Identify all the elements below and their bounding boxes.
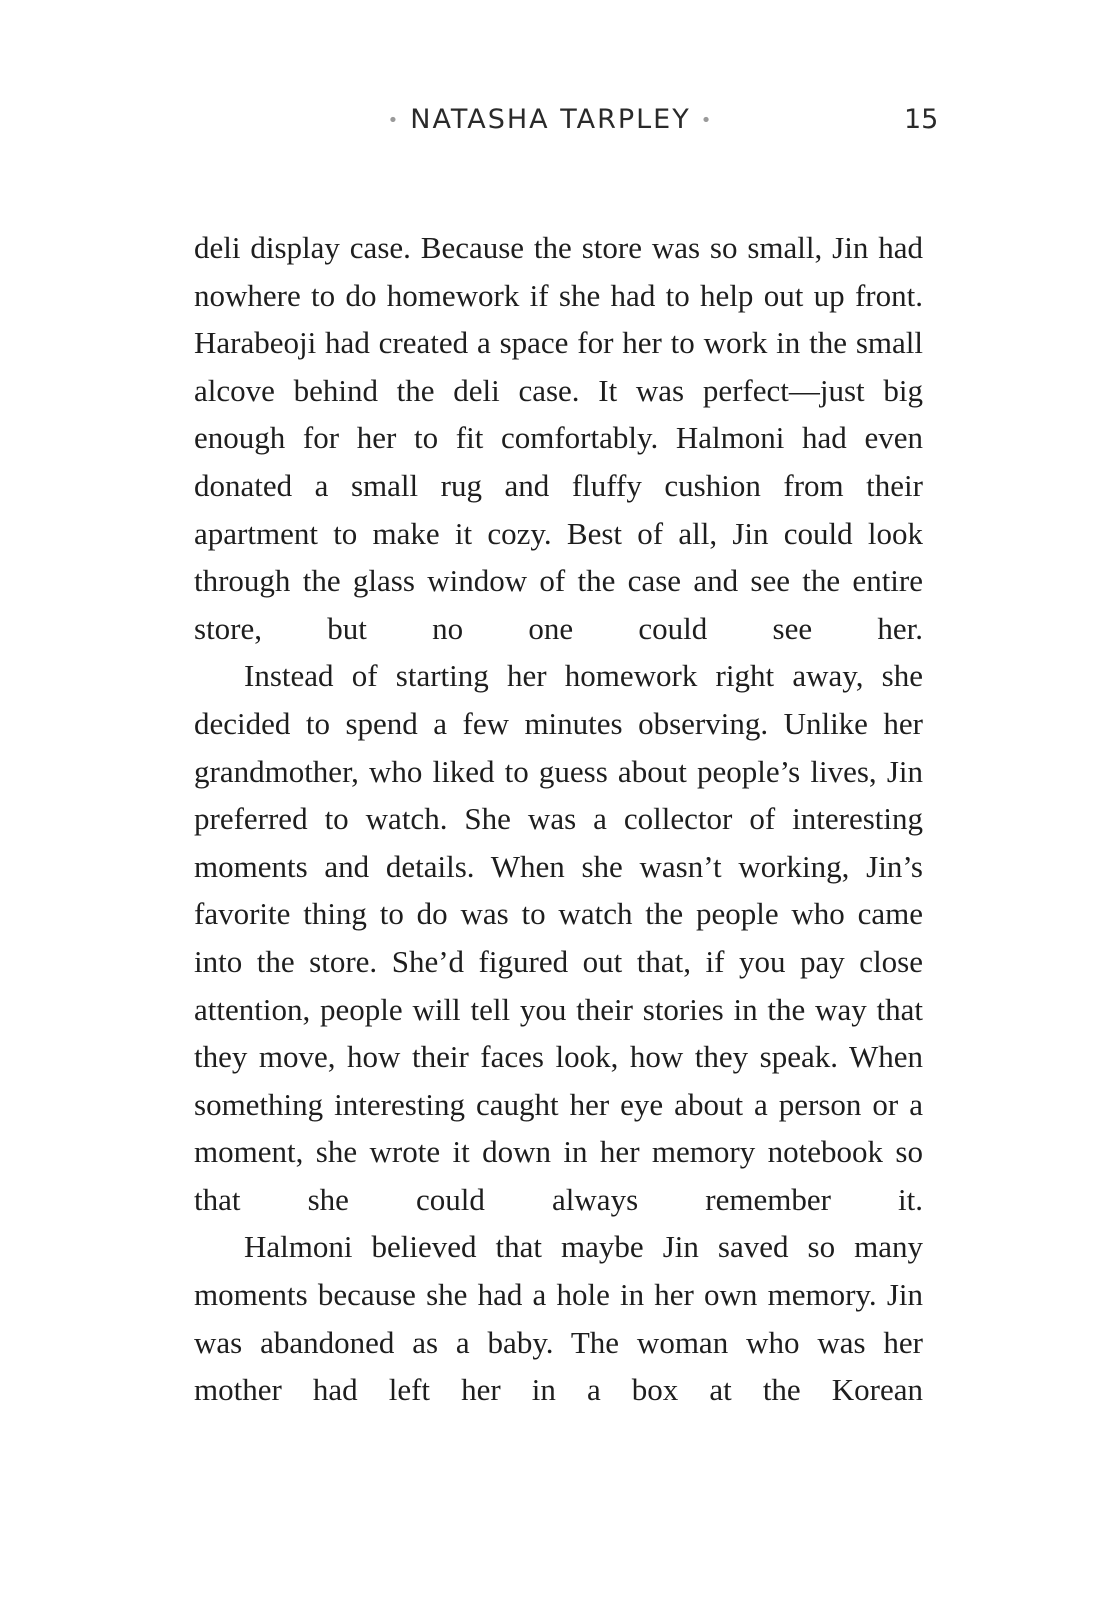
page-header: [0, 100, 1101, 140]
ornament-dot-icon: •: [387, 109, 401, 131]
author-name: NATASHA TARPLEY: [410, 104, 691, 135]
paragraph-2: Instead of starting her homework right away, she decided to spend a few minutes observing. Unlike her grandmother, who liked to guess about people’s lives, Jin preferred to watch. She was a collector of interesting moments and details. When she wasn’t working, Jin’s favorite thing to do was to watch the people who came into the store. She’d figured out that, if you pay close attention, people will tell you their stories in the way that they move, how their faces look, how they speak. When something interesting caught her eye about a person or a moment, she wrote it down in her memory notebook so that she could always remember it.: [194, 658, 923, 1217]
body-text: [194, 224, 923, 1414]
ornament-dot-icon: •: [700, 109, 714, 131]
paragraph-1: deli display case. Because the store was so small, Jin had nowhere to do homework if she had to help out up front. Harabeoji had created a space for her to work in the small alcove behind the deli case. It was perfect—just big enough for her to fit comfortably. Halmoni had even donated a small rug and fluffy cushion from their apartment to make it cozy. Best of all, Jin could look through the glass window of the case and see the entire store, but no one could see her.: [194, 230, 923, 646]
paragraph-3: Halmoni believed that maybe Jin saved so many moments because she had a hole in her own memory. Jin was abandoned as a baby. The woman who was her mother had left her in a box at the Korean: [194, 1229, 923, 1408]
page-number: 15: [904, 104, 939, 135]
